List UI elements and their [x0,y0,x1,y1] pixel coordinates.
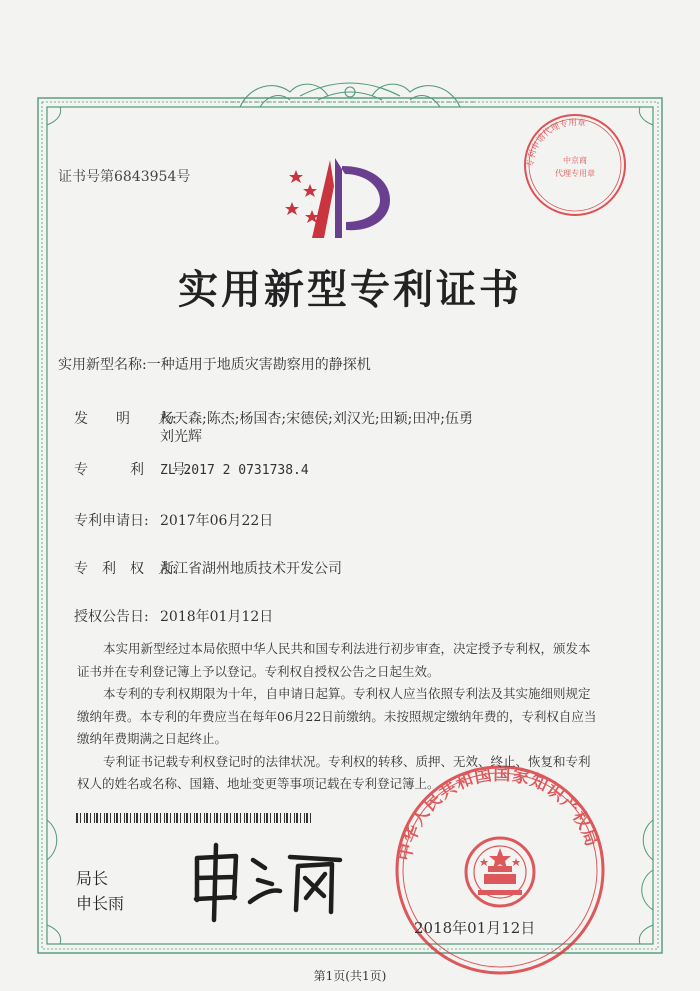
barcode-bar [186,813,188,823]
barcode-bar [220,813,221,823]
patentee-label: 专 利 权 人: [74,561,177,577]
barcode-bar [84,813,85,823]
barcode-bar [206,813,208,823]
barcode-bar [254,813,255,823]
barcode-bar [300,813,301,823]
barcode-bar [236,813,238,823]
barcode-bar [164,813,165,823]
notice-paragraph-3: 专利证书记载专利权登记时的法律状况。专利权的转移、质押、无效、终止、恢复和专利权人的姓名或名称、国籍、地址变更等事项记载在专利登记簿上。 [77,753,591,791]
barcode-bar [110,813,111,823]
patentee-row [74,558,342,578]
utility-name-label: 实用新型名称: [58,357,147,373]
barcode-bar [76,813,78,823]
barcode-bar [150,813,151,823]
official-seal-arc-text: 中华人民共和国国家知识产权局 [395,764,602,863]
barcode-bar [286,813,288,823]
barcode-bar [94,813,95,823]
barcode-bar [290,813,291,823]
barcode-bar [174,813,175,823]
inventors-row [74,408,473,428]
barcode-bar [256,813,258,823]
director-name: 申长雨 [76,894,125,913]
barcode-bar [130,813,131,823]
barcode-bar [274,813,275,823]
barcode-bar [86,813,88,823]
official-seal [394,765,603,973]
barcode-bar [244,813,245,823]
patent-number-value: ZL 2017 2 0731738.4 [160,463,309,478]
barcode-bar [230,813,231,823]
filing-date-label: 专利申请日: [74,513,149,529]
patent-number-label: 专 利 号: [74,462,191,478]
barcode-bar [294,813,295,823]
barcode-bar [304,813,305,823]
utility-name-value: 一种适用于地质灾害勘察用的静探机 [146,357,371,373]
barcode-bar [310,813,311,823]
inventors-value-line1: 杨天森;陈杰;杨国杏;宋德侯;刘汉光;田颖;田冲;伍勇 [160,411,474,427]
barcode-bar [154,813,155,823]
barcode-bar [204,813,205,823]
announcement-date-value: 2018年01月12日 [160,609,274,625]
barcode-bar [80,813,81,823]
barcode-bar [176,813,178,823]
barcode-bar [214,813,215,823]
agent-stamp-line1: 中京商 [563,156,587,165]
inventors-value-line2: 刘光辉 [160,429,202,445]
inventors-label: 发 明 人: [74,411,177,427]
barcode-bar [240,813,241,823]
agent-stamp [525,115,625,215]
patentee-value: 浙江省湖州地质技术开发公司 [160,561,342,577]
barcode-bar [306,813,308,823]
notice-text [77,638,597,796]
announcement-date-row [74,606,273,626]
barcode-bar [180,813,181,823]
barcode-bar [224,813,225,823]
barcode-bar [96,813,98,823]
certificate-title: 实用新型专利证书 [178,266,522,313]
barcode-bar [216,813,218,823]
page-number: 第1页(共1页) [313,969,387,983]
barcode-bar [196,813,198,823]
barcode-bar [146,813,148,823]
filing-date-value: 2017年06月22日 [160,513,274,529]
barcode-bar [260,813,261,823]
barcode-bar [126,813,128,823]
patent-number-row [74,459,309,479]
utility-name-row [58,354,371,374]
barcode-bar [200,813,201,823]
barcode-bar [120,813,121,823]
barcode-bar [250,813,251,823]
barcode-bar [114,813,115,823]
barcode-bar [246,813,248,823]
barcode-bar [284,813,285,823]
barcode-bar [276,813,278,823]
announcement-date-label: 授权公告日: [74,609,149,625]
barcode-bar [194,813,195,823]
barcode-bar [266,813,268,823]
barcode-bar [234,813,235,823]
barcode-bar [184,813,185,823]
notice-paragraph-2: 本专利的专利权期限为十年，自申请日起算。专利权人应当依照专利法及其实施细则规定缴纳年费。本专利的年费应当在每年06月22日前缴纳。未按照规定缴纳年费的，专利权自应当缴纳年费期满之日起终止。 [77,686,597,746]
barcode-bar [140,813,141,823]
barcode-bar [136,813,138,823]
barcode-bar [106,813,108,823]
barcode-bar [116,813,118,823]
top-ornament [225,83,475,107]
patent-logo [285,158,390,238]
barcode-bar [134,813,135,823]
filing-date-row [74,510,273,530]
seal-date: 2018年01月12日 [414,919,536,937]
barcode-bar [90,813,91,823]
barcode-bar [166,813,168,823]
director-title: 局长 [76,869,109,888]
notice-paragraph-1: 本实用新型经过本局依照中华人民共和国专利法进行初步审查，决定授予专利权，颁发本证书并在专利登记簿上予以登记。专利权自授权公告之日起生效。 [77,641,591,679]
director-signature [196,845,340,920]
barcode-bar [170,813,171,823]
barcode-bar [226,813,228,823]
certificate-number: 证书号第6843954号 [58,169,191,185]
barcode-bar [160,813,161,823]
barcode-bar [104,813,105,823]
agent-stamp-line2: 代理专用章 [555,169,595,178]
barcode-bar [296,813,298,823]
barcode-bar [124,813,125,823]
barcode-bar [156,813,158,823]
barcode-bar [264,813,265,823]
agent-stamp-arc-text: 专利申请代理专用章 [525,118,587,168]
barcode [76,813,312,823]
barcode-bar [280,813,281,823]
barcode-bar [270,813,271,823]
barcode-bar [100,813,101,823]
national-emblem-icon [466,838,534,906]
barcode-bar [190,813,191,823]
barcode-bar [144,813,145,823]
side-ornament [47,820,653,910]
barcode-bar [210,813,211,823]
